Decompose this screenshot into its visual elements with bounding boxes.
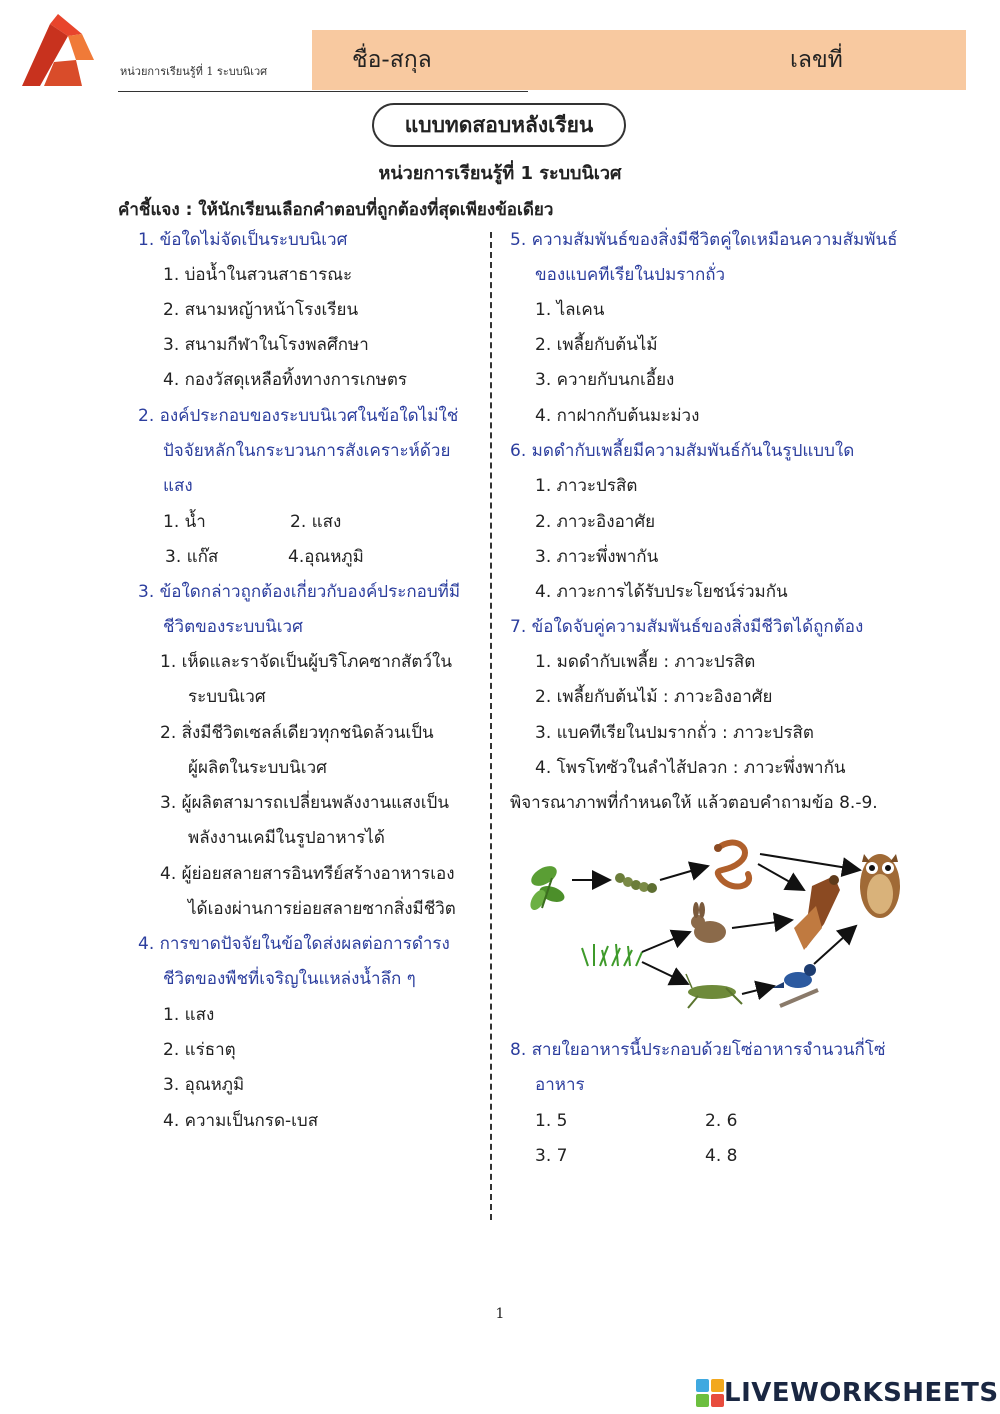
liveworksheets-icon: [696, 1379, 724, 1407]
q7-choice-2[interactable]: 2. เพลี้ยกับต้นไม้ : ภาวะอิงอาศัย: [535, 687, 773, 707]
q5-choice-2[interactable]: 2. เพลี้ยกับต้นไม้: [535, 335, 658, 355]
q1-choice-4[interactable]: 4. กองวัสดุเหลือทิ้งทางการเกษตร: [163, 370, 408, 390]
question-2-line-2: ปัจจัยหลักในกระบวนการสังเคราะห์ด้วย: [163, 441, 451, 461]
q2-choice-3[interactable]: 3. แก๊ส: [165, 547, 219, 567]
owl-icon: [860, 854, 900, 918]
q2-choice-1[interactable]: 1. น้ำ: [163, 512, 206, 532]
q8-choice-1[interactable]: 1. 5: [535, 1111, 568, 1131]
q3-choice-4-cont: ได้เองผ่านการย่อยสลายซากสิ่งมีชีวิต: [188, 899, 456, 919]
q6-choice-1[interactable]: 1. ภาวะปรสิต: [535, 476, 638, 496]
q1-choice-3[interactable]: 3. สนามกีฬาในโรงพลศึกษา: [163, 335, 369, 355]
bird-icon: [772, 964, 818, 1006]
caterpillar-icon: [615, 873, 657, 893]
question-3-line-2: ชีวิตของระบบนิเวศ: [163, 617, 303, 637]
page-number: 1: [495, 1306, 505, 1322]
q8-choice-3[interactable]: 3. 7: [535, 1146, 568, 1166]
number-label: เลขที่: [790, 47, 843, 73]
q4-choice-4[interactable]: 4. ความเป็นกรด-เบส: [163, 1111, 319, 1131]
q6-choice-4[interactable]: 4. ภาวะการได้รับประโยชน์ร่วมกัน: [535, 582, 788, 602]
q4-choice-1[interactable]: 1. แสง: [163, 1005, 215, 1025]
hawk-icon: [794, 875, 840, 950]
page-subtitle: หน่วยการเรียนรู้ที่ 1 ระบบนิเวศ: [378, 163, 622, 184]
question-6: 6. มดดำกับเพลี้ยมีความสัมพันธ์กันในรูปแบบใด: [510, 441, 855, 461]
q6-choice-2[interactable]: 2. ภาวะอิงอาศัย: [535, 512, 656, 532]
q3-choice-3[interactable]: 3. ผู้ผลิตสามารถเปลี่ยนพลังงานแสงเป็น: [160, 793, 449, 813]
question-7: 7. ข้อใดจับคู่ความสัมพันธ์ของสิ่งมีชีวิตได้ถูกต้อง: [510, 617, 864, 637]
q7-choice-1[interactable]: 1. มดดำกับเพลี้ย : ภาวะปรสิต: [535, 652, 756, 672]
question-4-line-2: ชีวิตของพืชที่เจริญในแหล่งน้ำลึก ๆ: [163, 969, 416, 989]
question-3-line-1: 3. ข้อใดกล่าวถูกต้องเกี่ยวกับองค์ประกอบที่มี: [138, 582, 461, 602]
question-4-line-1: 4. การขาดปัจจัยในข้อใดส่งผลต่อการดำรง: [138, 934, 450, 954]
leaf-icon: [527, 862, 566, 912]
food-web-intro: พิจารณาภาพที่กำหนดให้ แล้วตอบคำถามข้อ 8.-9.: [510, 793, 878, 813]
question-2-line-1: 2. องค์ประกอบของระบบนิเวศในข้อใดไม่ใช่: [138, 406, 459, 426]
q7-choice-3[interactable]: 3. แบคทีเรียในปมรากถั่ว : ภาวะปรสิต: [535, 723, 814, 743]
grass-icon: [582, 944, 642, 966]
q1-choice-1[interactable]: 1. บ่อน้ำในสวนสาธารณะ: [163, 265, 353, 285]
liveworksheets-logo: [696, 1378, 999, 1408]
header-underline: [118, 91, 528, 92]
question-5-line-1: 5. ความสัมพันธ์ของสิ่งมีชีวิตคู่ใดเหมือนความสัมพันธ์: [510, 230, 898, 250]
q3-choice-4[interactable]: 4. ผู้ย่อยสลายสารอินทรีย์สร้างอาหารเอง: [160, 864, 455, 884]
question-8-line-2: อาหาร: [535, 1075, 585, 1095]
header-unit-text: หน่วยการเรียนรู้ที่ 1 ระบบนิเวศ: [120, 65, 268, 78]
question-5-line-2: ของแบคทีเรียในปมรากถั่ว: [535, 265, 726, 285]
publisher-logo: [20, 14, 96, 90]
q3-choice-1[interactable]: 1. เห็ดและราจัดเป็นผู้บริโภคซากสัตว์ใน: [160, 652, 452, 672]
q2-choice-2[interactable]: 2. แสง: [290, 512, 342, 532]
q4-choice-2[interactable]: 2. แร่ธาตุ: [163, 1040, 236, 1060]
food-web-diagram: [522, 828, 914, 1018]
name-label: ชื่อ-สกุล: [352, 47, 432, 73]
q2-choice-4[interactable]: 4.อุณหภูมิ: [288, 547, 364, 567]
question-8-line-1: 8. สายใยอาหารนี้ประกอบด้วยโซ่อาหารจำนวนกี่โซ่: [510, 1040, 886, 1060]
q4-choice-3[interactable]: 3. อุณหภูมิ: [163, 1075, 245, 1095]
q3-choice-2[interactable]: 2. สิ่งมีชีวิตเซลล์เดียวทุกชนิดล้วนเป็น: [160, 723, 434, 743]
page-title: แบบทดสอบหลังเรียน: [372, 103, 626, 147]
q1-choice-2[interactable]: 2. สนามหญ้าหน้าโรงเรียน: [163, 300, 359, 320]
column-divider: [490, 232, 492, 1220]
q8-choice-4[interactable]: 4. 8: [705, 1146, 738, 1166]
q6-choice-3[interactable]: 3. ภาวะพึ่งพากัน: [535, 547, 659, 567]
instruction-text: คำชี้แจง : ให้นักเรียนเลือกคำตอบที่ถูกต้องที่สุดเพียงข้อเดียว: [118, 200, 554, 220]
q5-choice-3[interactable]: 3. ควายกับนกเอี้ยง: [535, 370, 675, 390]
q5-choice-1[interactable]: 1. ไลเคน: [535, 300, 605, 320]
q5-choice-4[interactable]: 4. กาฝากกับต้นมะม่วง: [535, 406, 700, 426]
question-2-line-3: แสง: [163, 476, 193, 496]
q7-choice-4[interactable]: 4. โพรโทซัวในลำไส้ปลวก : ภาวะพึ่งพากัน: [535, 758, 846, 778]
grasshopper-icon: [686, 974, 742, 1008]
q3-choice-1-cont: ระบบนิเวศ: [188, 687, 266, 707]
liveworksheets-wordmark: LIVEWORKSHEETS: [724, 1378, 999, 1408]
q3-choice-3-cont: พลังงานเคมีในรูปอาหารได้: [188, 828, 385, 848]
rabbit-icon: [691, 902, 726, 943]
snake-icon: [714, 843, 749, 887]
q3-choice-2-cont: ผู้ผลิตในระบบนิเวศ: [188, 758, 327, 778]
question-1: 1. ข้อใดไม่จัดเป็นระบบนิเวศ: [138, 230, 348, 250]
q8-choice-2[interactable]: 2. 6: [705, 1111, 738, 1131]
